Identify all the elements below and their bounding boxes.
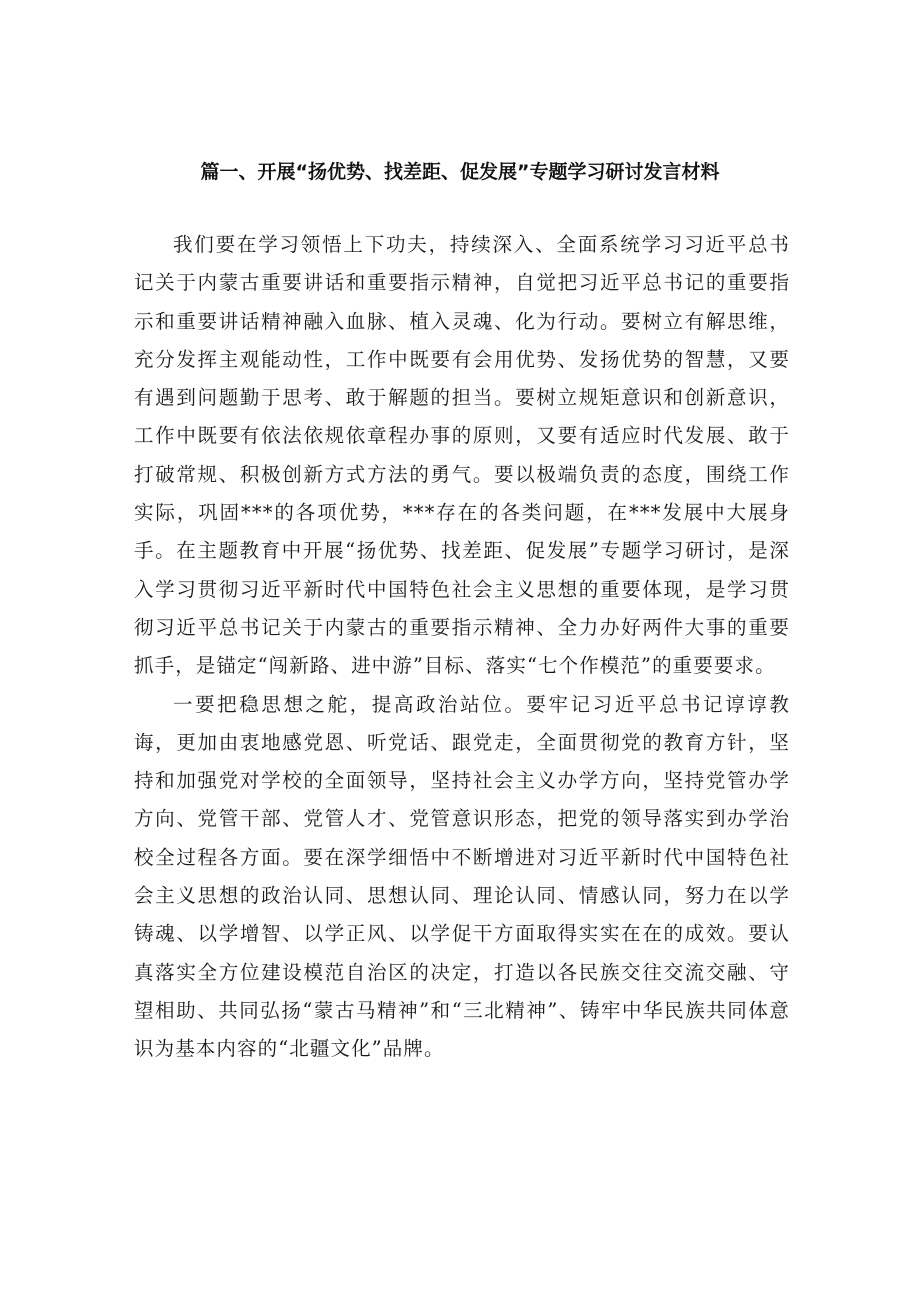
- document-title: 篇一、开展“扬优势、找差距、促发展”专题学习研讨发言材料: [200, 161, 720, 183]
- document-body: [134, 226, 790, 1069]
- paragraph-intro: 我们要在学习领悟上下功夫，持续深入、全面系统学习习近平总书记关于内蒙古重要讲话和重要指示精神，自觉把习近平总书记的重要指示和重要讲话精神融入血脉、植入灵魂、化为行动。要树立有解思维，充分发挥主观能动性，工作中既要有会用优势、发扬优势的智慧，又要有遇到问题勤于思考、敢于解题的担当。要树立规矩意识和创新意识，工作中既要有依法依规依章程办事的原则，又要有适应时代发展、敢于打破常规、积极创新方式方法的勇气。要以极端负责的态度，围绕工作实际，巩固***的各项优势，***存在的各类问题，在***发展中大展身手。在主题教育中开展“扬优势、找差距、促发展”专题学习研讨，是深入学习贯彻习近平新时代中国特色社会主义思想的重要体现，是学习贯彻习近平总书记关于内蒙古的重要指示精神、全力办好两件大事的重要抓手，是锚定“闯新路、进中游”目标、落实“七个作模范”的重要要求。: [134, 233, 790, 678]
- paragraph-political-stance: 一要把稳思想之舵，提高政治站位。要牢记习近平总书记谆谆教诲，更加由衷地感党恩、听党话、跟党走，全面贯彻党的教育方针，坚持和加强党对学校的全面领导，坚持社会主义办学方向，坚持党管办学方向、党管干部、党管人才、党管意识形态，把党的领导落实到办学治校全过程各方面。要在深学细悟中不断增进对习近平新时代中国特色社会主义思想的政治认同、思想认同、理论认同、情感认同，努力在以学铸魂、以学增智、以学正风、以学促干方面取得实实在在的成效。要认真落实全方位建设模范自治区的决定，打造以各民族交往交流交融、守望相助、共同弘扬“蒙古马精神”和“三北精神”、铸牢中华民族共同体意识为基本内容的“北疆文化”品牌。: [134, 692, 790, 1061]
